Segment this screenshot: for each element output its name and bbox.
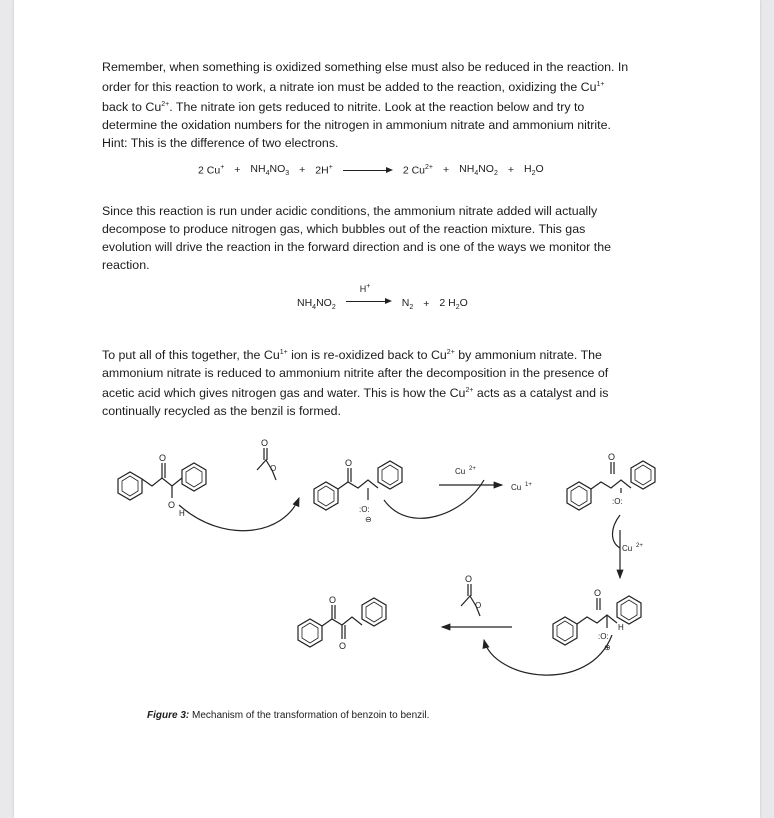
oxygen-label: O: [345, 458, 353, 468]
text-line: acetic acid which gives nitrogen gas and water. This is how the $Cu^{2+}$ acts as a catalyst and is: [102, 386, 609, 401]
oxygen-label: O: [329, 595, 337, 605]
text-line: determine the oxidation numbers for the nitrogen in ammonium nitrate and ammonium nitrite.: [102, 118, 611, 133]
figure-label: Figure 3:: [147, 710, 190, 721]
svg-text:2+: 2+: [636, 543, 643, 549]
catalyst-label: H+: [359, 283, 371, 294]
benzil-product: [298, 598, 386, 647]
species-cu: 2 Cu+: [198, 163, 225, 177]
copper-2-label: Cu: [455, 467, 466, 476]
species-h: 2H+: [315, 163, 333, 177]
text-line: evolution will drive the reaction in the forward direction and is one of the ways we monitor the: [102, 240, 611, 254]
oxygen-label: O: [270, 464, 277, 473]
electron-transfer-arrow: [613, 515, 621, 548]
text-line: continually recycled as the benzil is formed.: [102, 404, 341, 419]
plus-sign: +: [234, 164, 241, 177]
oxygen-label: O: [594, 588, 602, 598]
oxygen-label: O: [159, 453, 167, 463]
curved-arrow: [384, 480, 484, 518]
chain-bond: [142, 478, 182, 486]
document-page: [14, 0, 760, 818]
text-line: Since this reaction is run under acidic conditions, the ammonium nitrate added will actually: [102, 204, 598, 218]
plus-sign: +: [299, 164, 306, 177]
species-n2: $N_2$: [401, 296, 414, 312]
oxocarbenium-intermediate: [484, 596, 641, 675]
species-nh4no2: $NH_4NO_2$: [459, 163, 498, 178]
radical-intermediate: [567, 461, 655, 510]
oxygen-label: O: [465, 574, 473, 584]
text-line: reaction.: [102, 258, 150, 272]
paragraph-oxidation-intro: [102, 58, 677, 152]
charge: 2+: [161, 101, 170, 109]
text-line: To put all of this together, the $Cu^{1+}$ ion is re-oxidized back to $Cu^{2+}$ by ammonium nitrate. The: [102, 348, 602, 363]
curved-arrow: [179, 498, 299, 531]
reaction-arrow: [346, 296, 392, 306]
oxygen-label: O: [608, 452, 616, 462]
alkoxide-oxygen-label: :O:: [359, 505, 370, 514]
copper-2-label: Cu: [622, 544, 633, 553]
svg-text:1+: 1+: [525, 482, 532, 488]
species-nh4no2: $NH_4NO_2$: [297, 296, 336, 312]
species-nh4no3: $NH_4NO_3$: [250, 163, 290, 178]
species-cu2: 2 $Cu^{2+}$: [402, 163, 433, 177]
text-line: Hint: This is the difference of two electrons.: [102, 136, 339, 151]
svg-text:2+: 2+: [469, 466, 476, 472]
curved-arrow: [484, 635, 612, 675]
text-line: Remember, when something is oxidized something else must also be reduced in the reaction. In: [102, 60, 629, 74]
plus-sign: +: [443, 164, 450, 177]
text-line: decompose to produce nitrogen gas, which bubbles out of the reaction mixture. This gas: [102, 222, 586, 236]
copper-1-label: Cu: [511, 483, 522, 492]
plus-sign: +: [507, 164, 515, 177]
oxygen-label: O: [339, 641, 347, 651]
species-h2o: $H_2O$: [524, 163, 544, 178]
mechanism-diagram: [14, 430, 760, 705]
oxygen-label: O: [475, 601, 482, 610]
paragraph-catalytic-cycle: [102, 344, 677, 420]
figure-caption: Figure 3: Mechanism of the transformation of benzoin to benzil.: [147, 710, 430, 721]
benzoin-molecule: [118, 463, 299, 531]
plus-sign: +: [423, 298, 430, 310]
hydroxyl-oxygen-label: :O:: [598, 632, 609, 641]
equation-nitrite-decomposition: [297, 285, 468, 315]
oxygen-label: O: [168, 500, 176, 510]
charge: 1+: [596, 81, 605, 88]
negative-charge: ⊖: [365, 515, 372, 524]
acetate-base-fragment: [461, 584, 480, 616]
benzene-ring-inner: [122, 476, 138, 496]
species-h2o: 2 $H_2O$: [439, 296, 468, 312]
oxygen-label: O: [261, 438, 269, 448]
paragraph-acidic-decomposition: [102, 202, 677, 274]
alkoxide-oxygen-label: :O:: [612, 497, 623, 506]
text-line: order for this reaction to work, a nitrate ion must be added to the reaction, oxidizing the $Cu^{1+}$: [102, 80, 605, 95]
text-line: back to $Cu^{2+}$. The nitrate ion gets reduced to nitrite. Look at the reaction below and try to: [102, 100, 585, 115]
text-line: ammonium nitrate is reduced to ammonium nitrite after the decomposition in the presence of: [102, 366, 609, 381]
hydrogen-label: H: [179, 509, 185, 518]
hydrogen-label: H: [618, 623, 624, 632]
equation-copper-oxidation: [198, 163, 544, 177]
positive-charge: ⊕: [604, 643, 611, 652]
reaction-arrow: [343, 165, 393, 175]
